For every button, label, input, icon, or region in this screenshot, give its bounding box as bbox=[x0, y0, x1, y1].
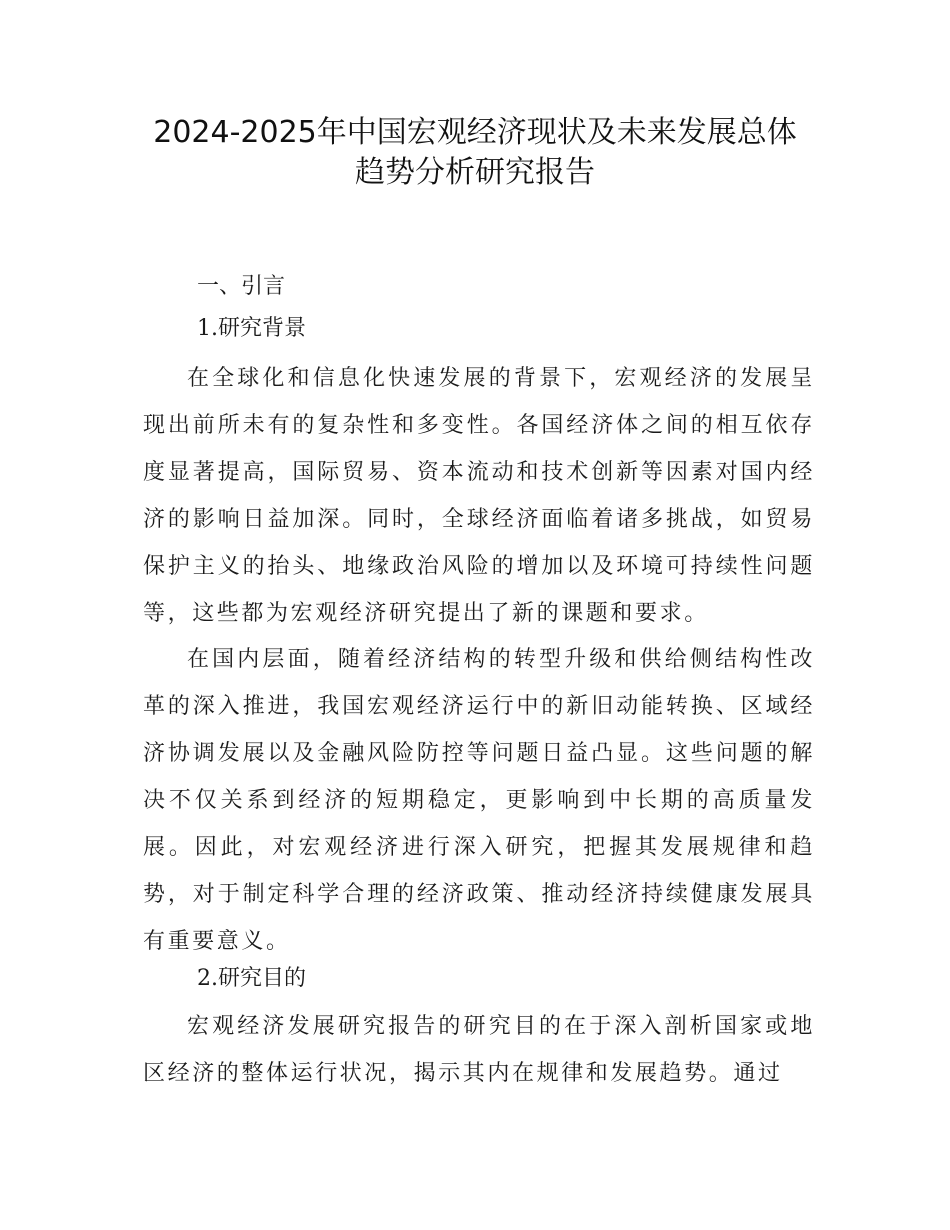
subsection-heading-background: 1.研究背景 bbox=[197, 316, 306, 341]
section-heading-introduction: 一、引言 bbox=[197, 274, 286, 299]
subsection-heading-purpose: 2.研究目的 bbox=[197, 966, 306, 991]
document-title-line-1: 2024-2025年中国宏观经济现状及未来发展总体 bbox=[153, 115, 797, 150]
paragraph-background-1: 在全球化和信息化快速发展的背景下，宏观经济的发展呈现出前所未有的复杂性和多变性。各国经济体之间的相互依存度显著提高，国际贸易、资本流动和技术创新等因素对国内经济的影响日益加深。同时，全球经济面临着诸多挑战，如贸易保护主义的抬头、地缘政治风险的增加以及环境可持续性问题等，这些都为宏观经济研究提出了新的课题和要求。 bbox=[143, 366, 815, 626]
document-title-line-2: 趋势分析研究报告 bbox=[355, 155, 595, 190]
paragraph-background-2: 在国内层面，随着经济结构的转型升级和供给侧结构性改革的深入推进，我国宏观经济运行中的新旧动能转换、区域经济协调发展以及金融风险防控等问题日益凸显。这些问题的解决不仅关系到经济的短期稳定，更影响到中长期的高质量发展。因此，对宏观经济进行深入研究，把握其发展规律和趋势，对于制定科学合理的经济政策、推动经济持续健康发展具有重要意义。 bbox=[143, 647, 815, 954]
paragraph-purpose-1: 宏观经济发展研究报告的研究目的在于深入剖析国家或地区经济的整体运行状况，揭示其内在规律和发展趋势。通过 bbox=[143, 1014, 815, 1086]
